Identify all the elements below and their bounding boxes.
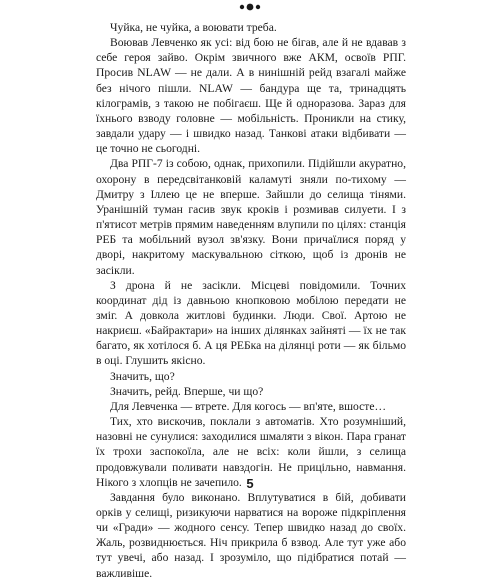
page-number: 5 <box>246 476 254 491</box>
top-ornament <box>0 2 500 12</box>
paragraph: Воював Левченко як усі: від бою не бігав, але й не вдавав з себе героя зайво. Окрім звичного вже АКМ, освоїв РПГ. Просив NLAW — не дали. А в нинішній рейд взагалі майже без нічого пішли. NLAW — бандура ще та, тринадцять кілограмів, з такою не побігаєш. Ще й одноразова. Зараз для їхнього взводу головне — мобільність. Проникли на стику, завдали удару — і швидко назад. Танкові атаки відбивати — це точно не сьогодні. <box>96 36 406 156</box>
ornament-icon <box>238 3 262 11</box>
page-body <box>96 20 406 581</box>
paragraph: Чуйка, не чуйка, а воювати треба. <box>110 21 277 34</box>
paragraph: Завдання було виконано. Вплутуватися в бій, добивати орків у селищі, ризикуючи нарватися на вороже підкріплення чи «Гради» — жодного сенсу. Тепер швидко назад до своїх. Жаль, розвиднюється. Ніч прикрила б взвод. Але тут уже або тут увечі, або назад. І зрозуміло, що підібратися потай — важливіше. <box>96 490 406 580</box>
paragraph: Значить, що? <box>110 369 175 383</box>
paragraph: Два РПГ-7 із собою, однак, прихопили. Підійшли акуратно, охорону в передсвітанковій каламуті зняли по-тихому — Дмитру з Іллею це не вперше. Зайшли до селища тінями. Уранішній туман гасив звук кроків і розмивав силуети. І з п'ятисот метрів прямим наведенням влупили по цілях: станція РЕБ та мобільний вузол зв'язку. Вони причаїлися поряд у дворі, накритому маскувальною сіткою, щоб із дронів не засікли. <box>96 157 406 277</box>
paragraph: Тих, хто вискочив, поклали з автоматів. Хто розумніший, назовні не сунулися: заходилися шмаляти з вікон. Пара гранат їх трохи заспокоїла, але не всіх: коли йшли, з селища продовжували поливати навздогін. Не прицільно, навмання. Нікого з хлопців не зачепило. <box>96 415 406 489</box>
paragraph: З дрона й не засікли. Місцеві повідомили. Точних координат дід із давньою кнопковою мобілою передати не зміг. А довкола житлові будинки. Люди. Свої. Артою не накриєш. «Байрактари» на інших ділянках зайняті — їх не так багато, як хотілося б. А ця РЕБка на ділянці роти — як більмо в оці. Глушить якісно. <box>96 278 406 368</box>
paragraph: Для Левченка — втрете. Для когось — вп'яте, вшосте… <box>110 399 387 413</box>
paragraph: Значить, рейд. Вперше, чи що? <box>110 384 264 398</box>
